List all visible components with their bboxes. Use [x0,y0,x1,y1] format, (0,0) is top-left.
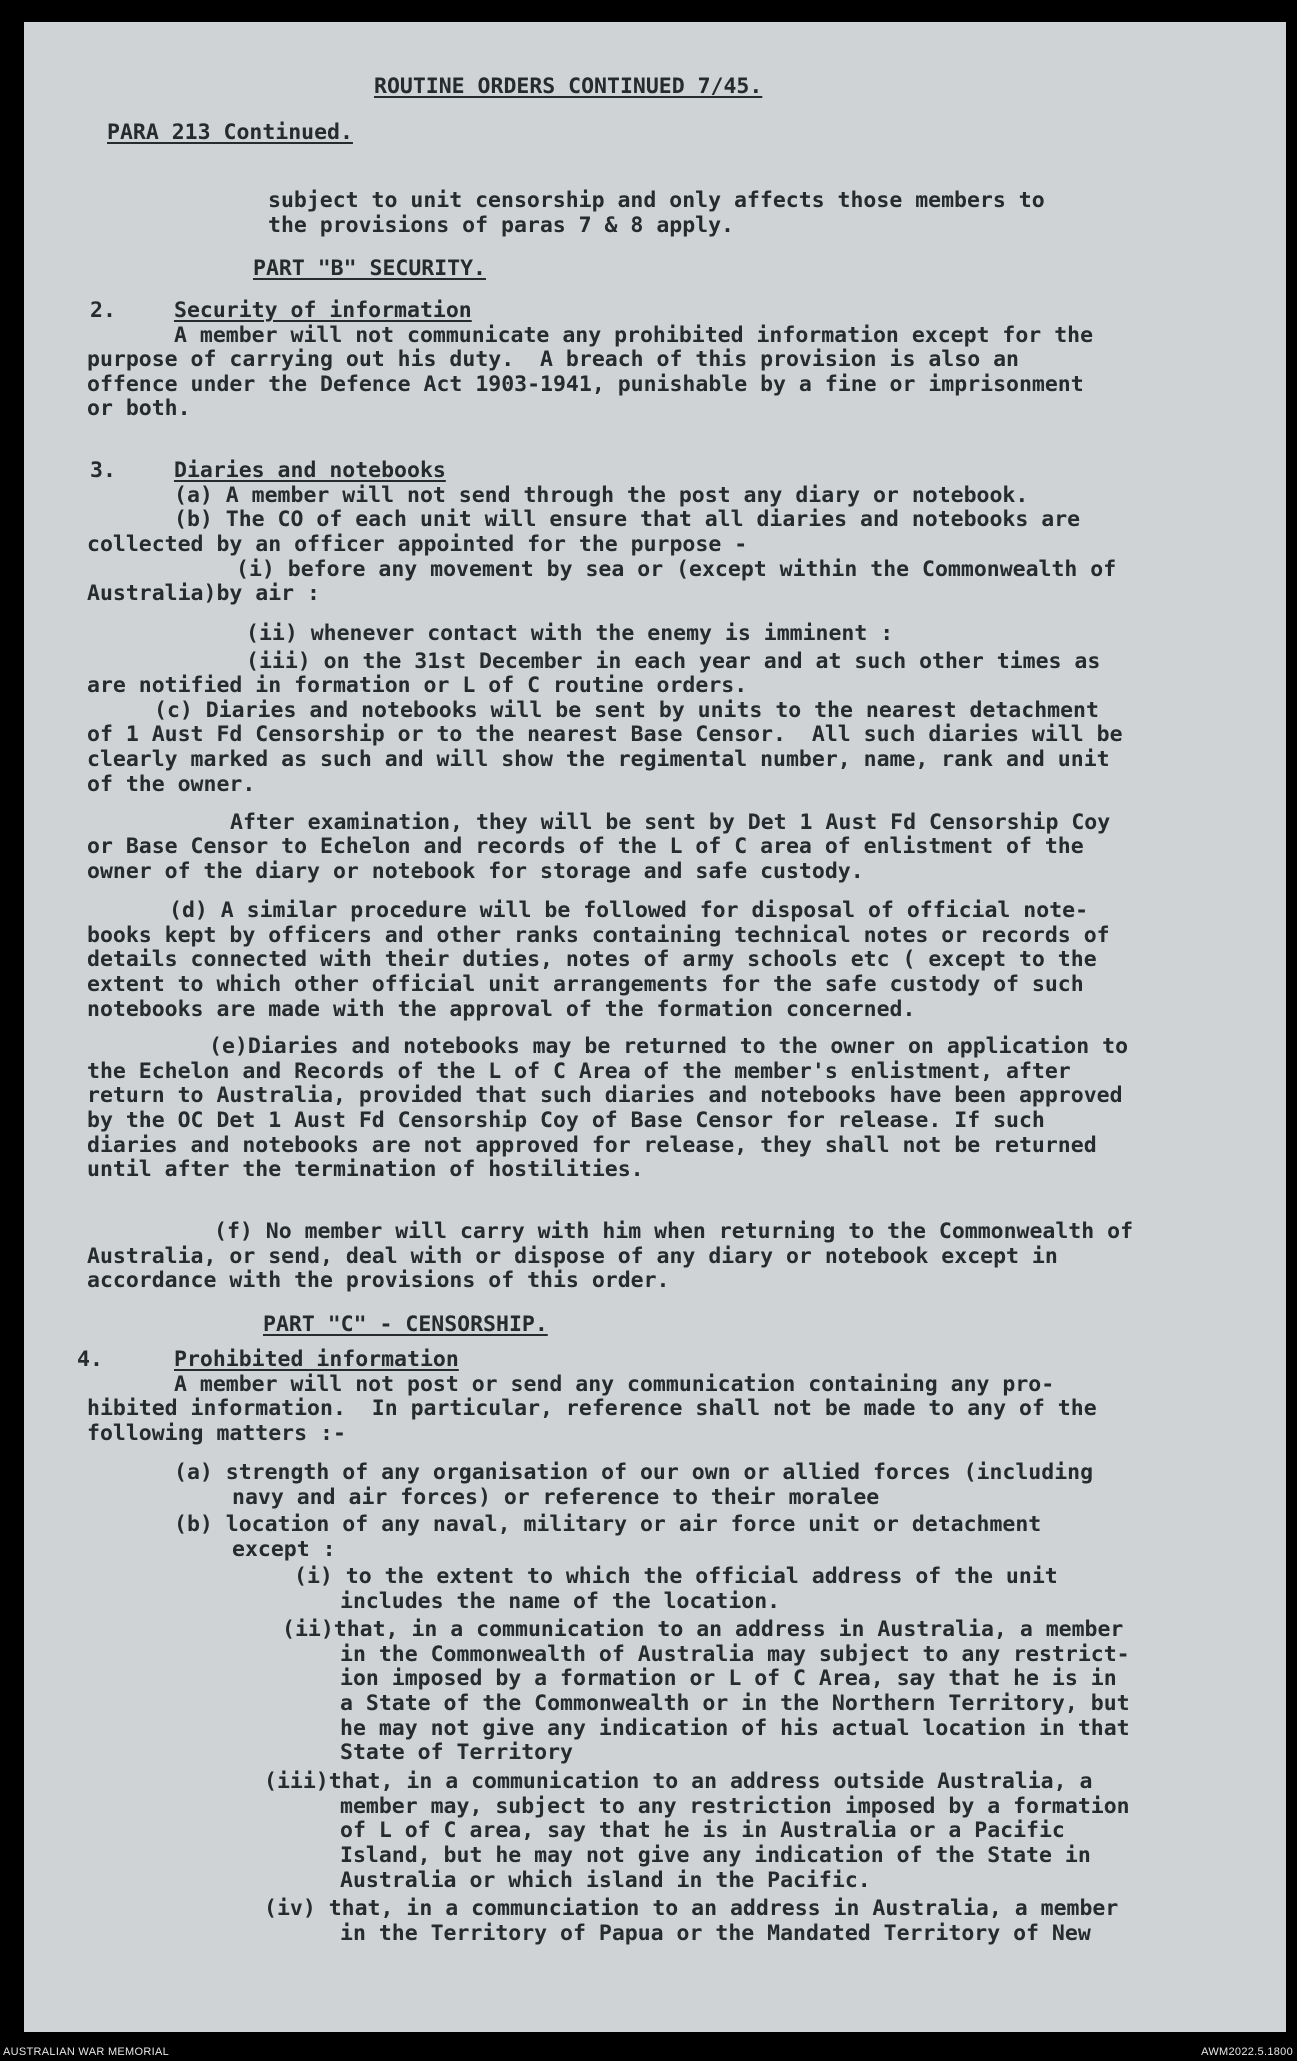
text-line: A member will not communicate any prohibited information except for the [174,323,1094,348]
text-line: includes the name of the location. [340,1589,781,1614]
part-b-heading: PART "B" SECURITY. [253,256,486,281]
text-line: offence under the Defence Act 1903-1941, punishable by a fine or imprisonment [87,372,1084,397]
text-line: accordance with the provisions of this order. [87,1268,670,1293]
text-line: Island, but he may not give any indication of the State in [340,1843,1091,1868]
text-line: return to Australia, provided that such diaries and notebooks have been approved [87,1083,1123,1108]
text-line: or both. [87,396,191,421]
text-line: of 1 Aust Fd Censorship or to the nearest Base Censor. All such diaries will be [87,722,1123,747]
text-line: clearly marked as such and will show the regimental number, name, rank and unit [87,747,1110,772]
text-line: until after the termination of hostilities. [87,1157,644,1182]
text-line: (a) strength of any organisation of our own or allied forces (including [174,1460,1094,1485]
archive-reference: AWM2022.5.1800 [1201,2046,1293,2058]
text-line: of the owner. [87,772,256,797]
text-line: (i) to the extent to which the official address of the unit [294,1564,1058,1589]
text-line: State of Territory [340,1740,573,1765]
section-title: Prohibited information [174,1347,459,1372]
text-line: (iv) that, in a communciation to an address in Australia, a member [264,1896,1119,1921]
section-number: 4. [77,1347,103,1372]
archive-credit: AUSTRALIAN WAR MEMORIAL [3,2046,170,2058]
text-line: Australia)by air : [87,581,320,606]
text-line: (d) A similar procedure will be followed for disposal of official note- [169,898,1089,923]
text-line: the provisions of paras 7 & 8 apply. [268,213,734,238]
section-number: 2. [90,298,116,323]
text-line: After examination, they will be sent by Det 1 Aust Fd Censorship Coy [230,810,1111,835]
text-line: (ii)that, in a communication to an address in Australia, a member [282,1617,1124,1642]
text-line: (b) location of any naval, military or air force unit or detachment [174,1512,1042,1537]
text-line: (e)Diaries and notebooks may be returned to the owner on application to [209,1034,1129,1059]
text-line: details connected with their duties, notes of army schools etc ( except to the [87,947,1097,972]
text-line: in the Commonwealth of Australia may subject to any restrict- [340,1642,1130,1667]
text-line: A member will not post or send any communication containing any pro- [174,1372,1055,1397]
text-line: books kept by officers and other ranks containing technical notes or records of [87,923,1110,948]
text-line: (f) No member will carry with him when returning to the Commonwealth of [214,1219,1134,1244]
document-page [24,22,1286,2032]
text-line: (b) The CO of each unit will ensure that all diaries and notebooks are [174,507,1081,532]
text-line: (c) Diaries and notebooks will be sent by units to the nearest detachment [154,698,1099,723]
text-line: he may not give any indication of his actual location in that [340,1716,1130,1741]
text-line: (iii)that, in a communication to an address outside Australia, a [264,1769,1093,1794]
text-line: extent to which other official unit arrangements for the safe custody of such [87,972,1084,997]
text-line: subject to unit censorship and only affects those members to [268,188,1045,213]
text-line: except : [232,1537,336,1562]
text-line: purpose of carrying out his duty. A breach of this provision is also an [87,347,1019,372]
text-line: in the Territory of Papua or the Mandated Territory of New [340,1921,1091,1946]
page-heading: ROUTINE ORDERS CONTINUED 7/45. [374,74,763,99]
text-line: (ii) whenever contact with the enemy is imminent : [246,621,894,646]
part-c-heading: PART "C" - CENSORSHIP. [263,1312,548,1337]
text-line: Australia, or send, deal with or dispose of any diary or notebook except in [87,1244,1058,1269]
text-line: by the OC Det 1 Aust Fd Censorship Coy of Base Censor for release. If such [87,1108,1045,1133]
text-line: following matters :- [87,1421,346,1446]
text-line: member may, subject to any restriction imposed by a formation [340,1794,1130,1819]
text-line: of L of C area, say that he is in Australia or a Pacific [340,1818,1065,1843]
text-line: or Base Censor to Echelon and records of the L of C area of enlistment of the [87,834,1084,859]
text-line: ion imposed by a formation or L of C Area, say that he is in [340,1666,1117,1691]
text-line: (iii) on the 31st December in each year and at such other times as [246,649,1101,674]
text-line: collected by an officer appointed for the purpose - [87,532,748,557]
text-line: navy and air forces) or reference to their moralee [232,1485,880,1510]
text-line: the Echelon and Records of the L of C Area of the member's enlistment, after [87,1059,1071,1084]
text-line: owner of the diary or notebook for storage and safe custody. [87,859,864,884]
text-line: a State of the Commonwealth or in the Northern Territory, but [340,1691,1130,1716]
text-line: diaries and notebooks are not approved for release, they shall not be returned [87,1133,1097,1158]
section-number: 3. [90,458,116,483]
text-line: Australia or which island in the Pacific. [340,1868,871,1893]
text-line: hibited information. In particular, reference shall not be made to any of the [87,1396,1097,1421]
text-line: (a) A member will not send through the post any diary or notebook. [174,483,1029,508]
section-title: Diaries and notebooks [174,458,446,483]
text-line: notebooks are made with the approval of the formation concerned. [87,997,916,1022]
text-line: (i) before any movement by sea or (except within the Commonwealth of [236,557,1117,582]
text-line: are notified in formation or L of C routine orders. [87,673,748,698]
para-continued-heading: PARA 213 Continued. [107,120,353,145]
section-title: Security of information [174,298,472,323]
